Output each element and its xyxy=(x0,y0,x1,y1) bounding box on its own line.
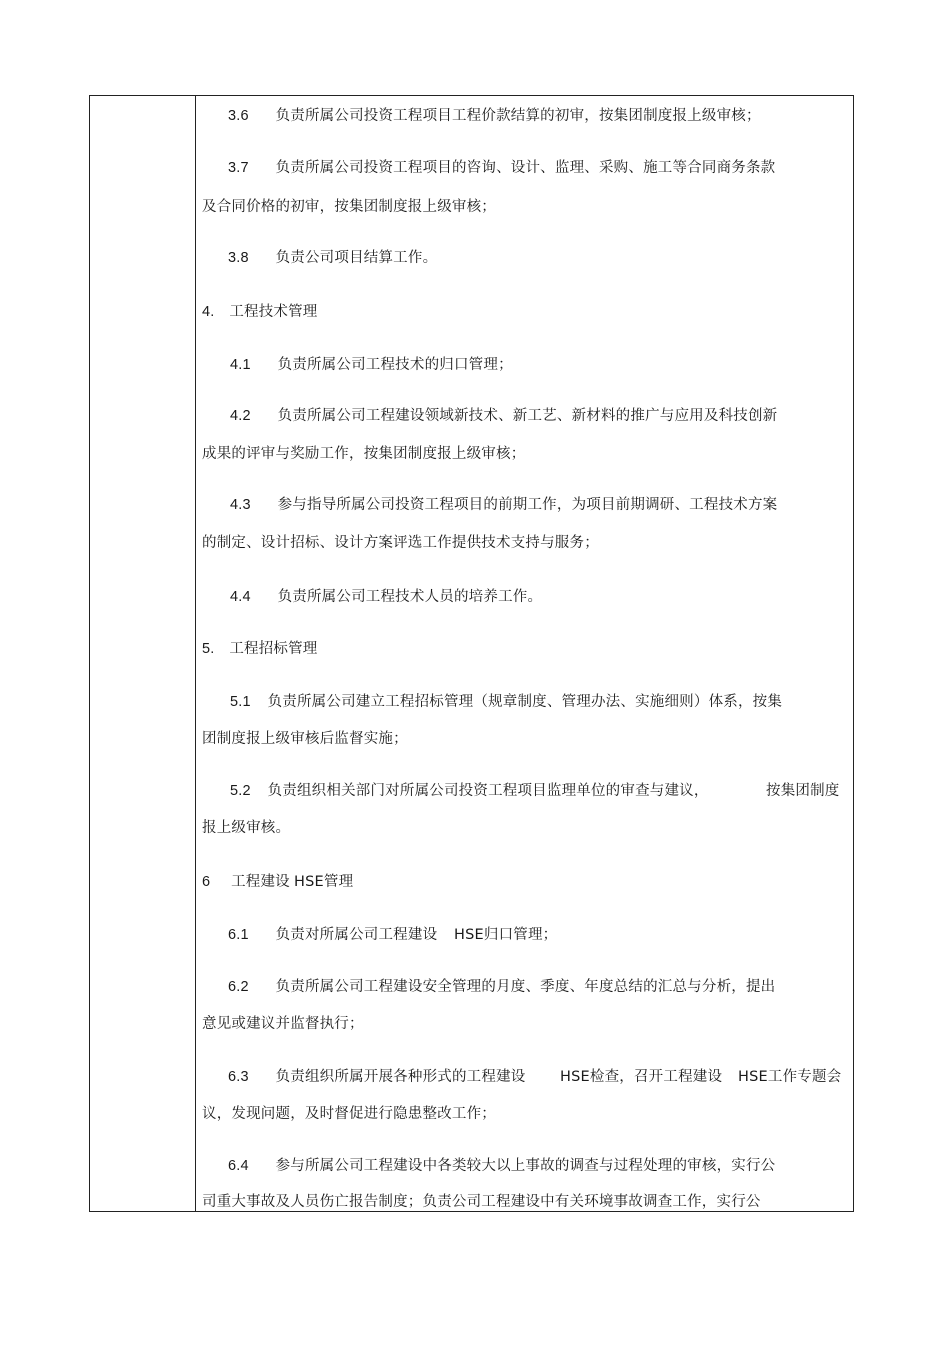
item-number: 4.2 xyxy=(230,408,251,424)
item-6-2-cont xyxy=(202,1015,364,1033)
item-number: 4.3 xyxy=(230,497,251,513)
item-6-3-tail xyxy=(738,1068,841,1086)
item-text: 负责所属公司投资工程项目的咨询、设计、监理、采购、施工等合同商务条款 xyxy=(275,160,776,176)
item-5-2 xyxy=(230,782,709,800)
item-number: 4.1 xyxy=(230,357,251,373)
item-text: 负责公司项目结算工作。 xyxy=(275,250,438,266)
item-text: HSE工作专题会 xyxy=(738,1069,842,1085)
section-title: HSE管理 xyxy=(294,874,354,890)
item-number: 3.7 xyxy=(228,160,249,176)
section-number: 4. xyxy=(202,304,215,320)
item-6-2 xyxy=(228,978,775,996)
item-number: 6.1 xyxy=(228,927,249,943)
section-title: 工程招标管理 xyxy=(229,641,318,657)
item-3-8 xyxy=(228,249,437,267)
item-text: 负责所属公司工程建设安全管理的月度、季度、年度总结的汇总与分析，提出 xyxy=(275,979,776,995)
item-6-3-mid xyxy=(560,1068,722,1086)
item-text: 负责所属公司工程技术人员的培养工作。 xyxy=(277,589,543,605)
item-text: 司重大事故及人员伤亡报告制度；负责公司工程建设中有关环境事故调查工作，实行公 xyxy=(202,1194,761,1210)
section-title: 工程技术管理 xyxy=(229,304,318,320)
item-text: HSE归口管理； xyxy=(454,927,558,943)
item-text: 议，发现问题，及时督促进行隐患整改工作； xyxy=(202,1106,496,1122)
item-4-1 xyxy=(230,356,513,374)
item-6-4-cont xyxy=(202,1193,761,1211)
section-4-heading xyxy=(202,303,318,321)
item-4-3-cont xyxy=(202,534,599,552)
item-3-7-cont xyxy=(202,198,496,216)
item-text: 负责组织相关部门对所属公司投资工程项目监理单位的审查与建议， xyxy=(267,783,709,799)
left-column-cell xyxy=(90,96,196,1211)
item-number: 5.1 xyxy=(230,694,251,710)
section-6-heading xyxy=(202,873,290,891)
item-text: 负责对所属公司工程建设 xyxy=(275,927,438,943)
item-text: 负责所属公司工程建设领域新技术、新工艺、新材料的推广与应用及科技创新 xyxy=(277,408,778,424)
item-5-2-tail xyxy=(766,782,840,800)
item-text: 报上级审核。 xyxy=(202,820,291,836)
item-6-3-cont xyxy=(202,1105,496,1123)
section-6-heading-tail xyxy=(294,873,353,891)
item-6-1 xyxy=(228,926,437,944)
item-number: 3.8 xyxy=(228,250,249,266)
item-6-1-tail xyxy=(454,926,557,944)
item-5-2-cont xyxy=(202,819,290,837)
section-number: 5. xyxy=(202,641,215,657)
item-text: 负责所属公司投资工程项目工程价款结算的初审，按集团制度报上级审核； xyxy=(275,108,761,124)
item-text: 按集团制度 xyxy=(766,783,840,799)
item-text: 负责所属公司建立工程招标管理（规章制度、管理办法、实施细则）体系，按集 xyxy=(267,694,783,710)
item-text: 意见或建议并监督执行； xyxy=(202,1016,364,1032)
item-number: 3.6 xyxy=(228,108,249,124)
item-number: 5.2 xyxy=(230,783,251,799)
item-number: 6.4 xyxy=(228,1158,249,1174)
item-text: 负责所属公司工程技术的归口管理； xyxy=(277,357,513,373)
item-number: 6.3 xyxy=(228,1069,249,1085)
item-text: 参与所属公司工程建设中各类较大以上事故的调查与过程处理的审核，实行公 xyxy=(275,1158,776,1174)
item-3-7 xyxy=(228,159,775,177)
item-text: 参与指导所属公司投资工程项目的前期工作，为项目前期调研、工程技术方案 xyxy=(277,497,778,513)
item-6-4 xyxy=(228,1157,775,1175)
section-title: 工程建设 xyxy=(231,874,290,890)
section-5-heading xyxy=(202,640,318,658)
item-4-4 xyxy=(230,588,542,606)
item-number: 6.2 xyxy=(228,979,249,995)
item-4-3 xyxy=(230,496,777,514)
item-text: 团制度报上级审核后监督实施； xyxy=(202,731,408,747)
item-number: 4.4 xyxy=(230,589,251,605)
item-text: HSE检查，召开工程建设 xyxy=(560,1069,723,1085)
item-3-6 xyxy=(228,107,761,125)
section-number: 6 xyxy=(202,874,211,890)
item-text: 负责组织所属开展各种形式的工程建设 xyxy=(275,1069,526,1085)
item-5-1 xyxy=(230,693,782,711)
item-5-1-cont xyxy=(202,730,408,748)
item-4-2 xyxy=(230,407,777,425)
item-4-2-cont xyxy=(202,445,525,463)
item-text: 及合同价格的初审，按集团制度报上级审核； xyxy=(202,199,496,215)
item-text: 的制定、设计招标、设计方案评选工作提供技术支持与服务； xyxy=(202,535,599,551)
item-6-3 xyxy=(228,1068,525,1086)
item-text: 成果的评审与奖励工作，按集团制度报上级审核； xyxy=(202,446,526,462)
